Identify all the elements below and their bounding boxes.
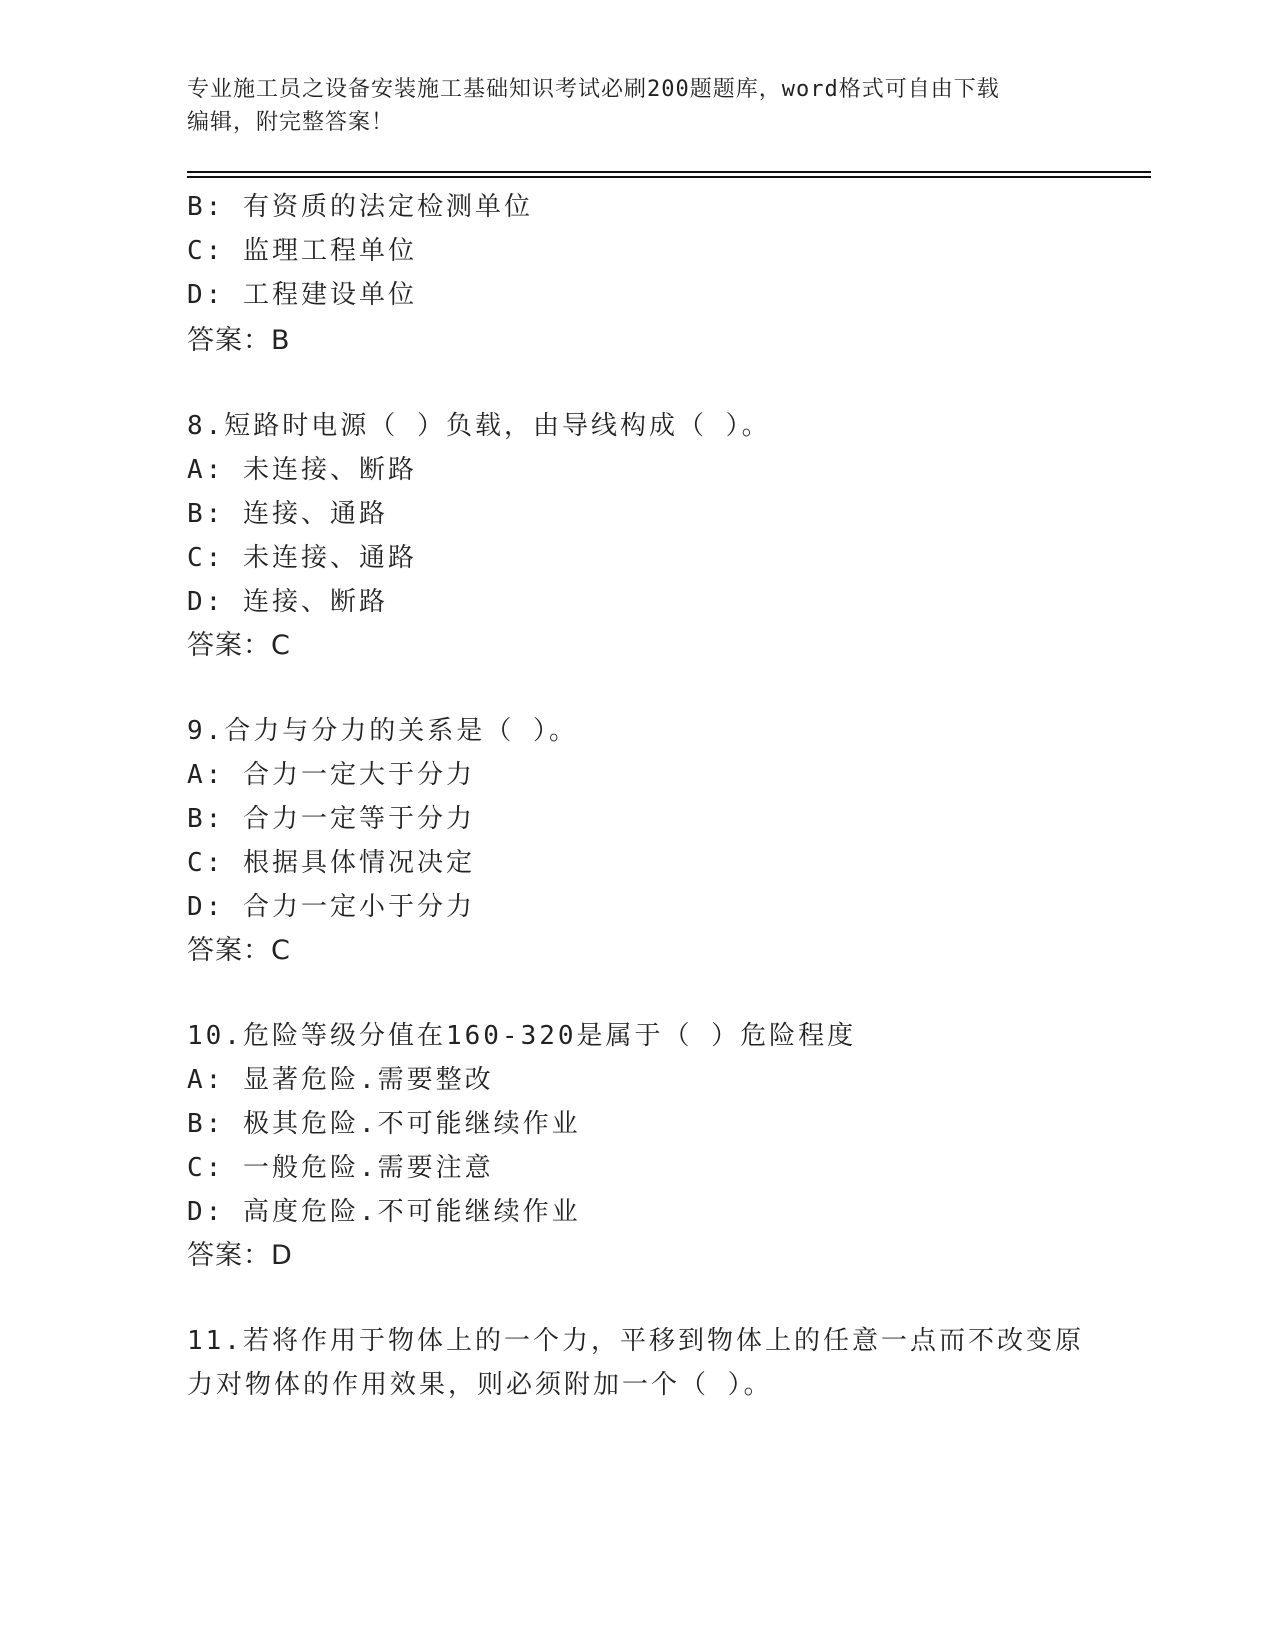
- header-line-1: 专业施工员之设备安装施工基础知识考试必刷200题题库，word格式可自由下载: [187, 77, 1000, 102]
- option-a: A: 显著危险.需要整改: [187, 1065, 494, 1095]
- option-d: D: 合力一定小于分力: [187, 892, 475, 922]
- answer: 答案：D: [187, 1240, 293, 1271]
- question-stem: 8.短路时电源（ ）负载，由导线构成（ ）。: [187, 411, 771, 441]
- option-b: B: 连接、通路: [187, 499, 388, 529]
- answer: 答案：C: [187, 630, 291, 661]
- header-line-2: 编辑，附完整答案！: [187, 110, 395, 135]
- answer: 答案：B: [187, 325, 291, 356]
- option-d: D: 工程建设单位: [187, 280, 417, 310]
- option-b: B: 极其危险.不可能继续作业: [187, 1109, 581, 1139]
- option-d: D: 高度危险.不可能继续作业: [187, 1197, 581, 1227]
- option-c: C: 一般危险.需要注意: [187, 1153, 494, 1183]
- question-stem: 9.合力与分力的关系是（ ）。: [187, 716, 578, 746]
- option-c: C: 未连接、通路: [187, 543, 417, 573]
- answer: 答案：C: [187, 935, 291, 966]
- question-stem-line-2: 力对物体的作用效果，则必须附加一个（ ）。: [187, 1370, 773, 1400]
- option-d: D: 连接、断路: [187, 587, 388, 617]
- header-divider-top: [187, 171, 1151, 173]
- option-c: C: 根据具体情况决定: [187, 848, 475, 878]
- option-b: B: 有资质的法定检测单位: [187, 192, 533, 222]
- header-divider-bottom: [187, 176, 1151, 178]
- option-a: A: 合力一定大于分力: [187, 760, 475, 790]
- document-header: [187, 73, 1067, 139]
- option-b: B: 合力一定等于分力: [187, 804, 475, 834]
- option-c: C: 监理工程单位: [187, 236, 417, 266]
- option-a: A: 未连接、断路: [187, 455, 417, 485]
- question-stem: 10.危险等级分值在160-320是属于（ ）危险程度: [187, 1021, 857, 1051]
- question-stem-line-1: 11.若将作用于物体上的一个力，平移到物体上的任意一点而不改变原: [187, 1326, 1084, 1356]
